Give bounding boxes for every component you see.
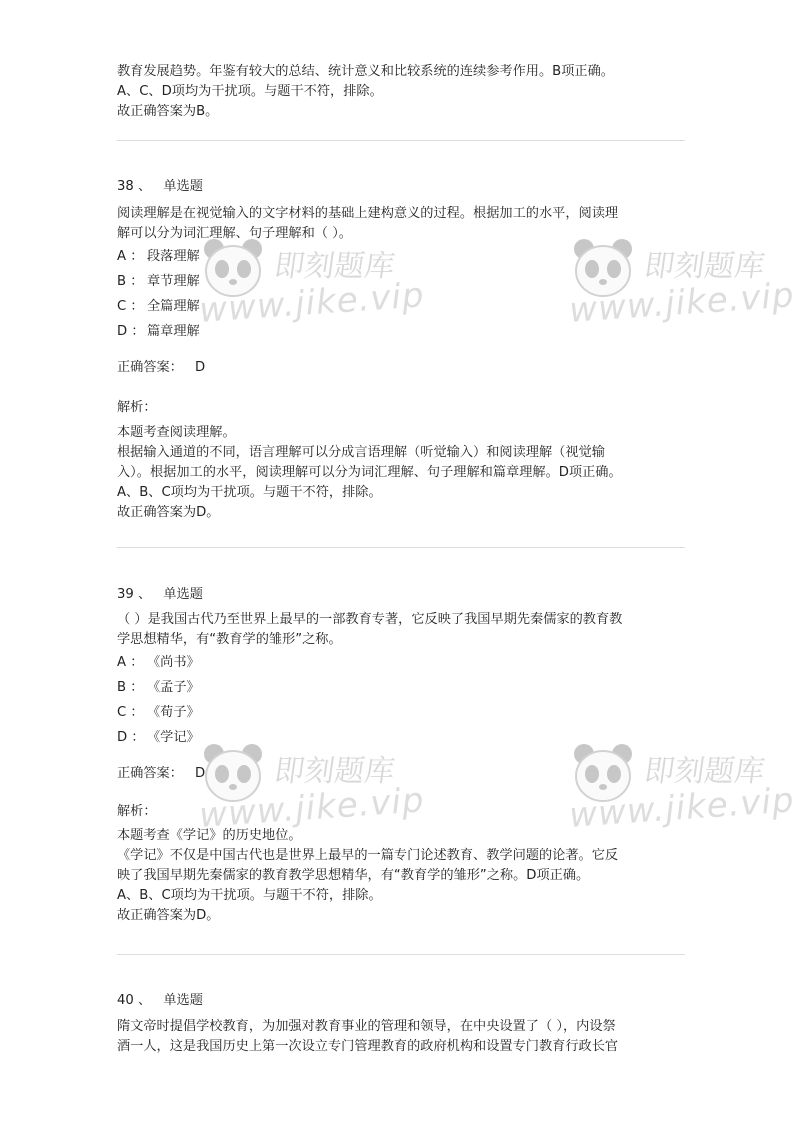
watermark-url: www.jike.vip <box>198 275 426 331</box>
option-b[interactable] <box>117 675 687 700</box>
analysis-text <box>117 423 687 523</box>
watermark-brand: 即刻题库 <box>272 249 397 284</box>
question-40 <box>117 991 687 1057</box>
option-d[interactable] <box>117 725 687 750</box>
option-b[interactable] <box>117 269 687 294</box>
option-key: A ： <box>117 249 144 264</box>
stem-line: 解可以分为词汇理解、句子理解和（ ）。 <box>117 226 352 241</box>
option-text: 章节理解 <box>147 274 200 289</box>
analysis-line: 故正确答案为D。 <box>117 908 220 923</box>
analysis-label: 解析： <box>117 400 157 415</box>
q37-explanation-tail <box>117 62 687 122</box>
stem-line: 隋文帝时提倡学校教育，为加强对教育事业的管理和领导，在中央设置了（ ），内设祭 <box>117 1019 616 1034</box>
option-key: C ： <box>117 299 144 314</box>
option-text: 《荀子》 <box>147 705 200 720</box>
analysis-line: A、B、C项均为干扰项。与题干不符，排除。 <box>117 888 382 903</box>
question-type: 单选题 <box>163 587 203 602</box>
correct-answer <box>117 358 687 378</box>
analysis-line: 故正确答案为D。 <box>117 505 220 520</box>
question-number: 39 、 <box>117 587 152 602</box>
analysis-line: A、B、C项均为干扰项。与题干不符，排除。 <box>117 485 382 500</box>
watermark-brand: 即刻题库 <box>642 249 767 284</box>
stem-line: 酒一人，这是我国历史上第一次设立专门管理教育的政府机构和设置专门教育行政长官 <box>117 1039 619 1054</box>
watermark-url: www.jike.vip <box>198 780 426 836</box>
stem-line: （ ）是我国古代乃至世界上最早的一部教育专著，它反映了我国早期先秦儒家的教育教 <box>117 612 623 627</box>
watermark-url: www.jike.vip <box>568 780 796 836</box>
question-divider <box>117 954 685 955</box>
correct-answer <box>117 764 687 784</box>
question-header <box>117 991 687 1011</box>
question-divider <box>117 140 685 141</box>
question-header <box>117 585 687 605</box>
analysis-line: 映了我国早期先秦儒家的教育教学思想精华，有“教育学的雏形”之称。D项正确。 <box>117 868 590 883</box>
question-type: 单选题 <box>163 179 203 194</box>
question-39 <box>117 585 687 926</box>
option-text: 《尚书》 <box>147 655 200 670</box>
question-stem <box>117 610 687 650</box>
question-divider <box>117 547 685 548</box>
stem-line: 学思想精华，有“教育学的雏形”之称。 <box>117 632 342 647</box>
options-list <box>117 650 687 750</box>
watermark-url: www.jike.vip <box>568 275 796 331</box>
explanation-line: 故正确答案为B。 <box>117 104 219 119</box>
watermark-brand: 即刻题库 <box>642 754 767 789</box>
option-text: 段落理解 <box>147 249 200 264</box>
answer-label: 正确答案： <box>117 360 183 375</box>
answer-value: D <box>194 766 206 781</box>
option-d[interactable] <box>117 319 687 344</box>
question-type: 单选题 <box>163 993 203 1008</box>
watermark-brand: 即刻题库 <box>272 754 397 789</box>
option-c[interactable] <box>117 294 687 319</box>
question-number: 38 、 <box>117 179 152 194</box>
option-text: 全篇理解 <box>147 299 200 314</box>
option-text: 《孟子》 <box>147 680 200 695</box>
question-stem <box>117 204 687 244</box>
option-key: A ： <box>117 655 144 670</box>
explanation-line: 教育发展趋势。年鉴有较大的总结、统计意义和比较系统的连续参考作用。B项正确。 <box>117 64 614 79</box>
question-header <box>117 177 687 197</box>
option-key: D ： <box>117 730 145 745</box>
option-c[interactable] <box>117 700 687 725</box>
explanation-line: A、C、D项均为干扰项。与题干不符，排除。 <box>117 84 383 99</box>
option-text: 《学记》 <box>147 730 200 745</box>
option-key: C ： <box>117 705 144 720</box>
stem-line: 阅读理解是在视觉输入的文字材料的基础上建构意义的过程。根据加工的水平，阅读理 <box>117 206 619 221</box>
analysis-line: 本题考查《学记》的历史地位。 <box>117 828 302 843</box>
option-key: B ： <box>117 274 144 289</box>
answer-label: 正确答案： <box>117 766 183 781</box>
question-number: 40 、 <box>117 993 152 1008</box>
analysis-line: 入）。根据加工的水平，阅读理解可以分为词汇理解、句子理解和篇章理解。D项正确。 <box>117 465 622 480</box>
question-stem <box>117 1017 687 1057</box>
analysis-text <box>117 826 687 926</box>
analysis-line: 根据输入通道的不同，语言理解可以分成言语理解（听觉输入）和阅读理解（视觉输 <box>117 445 605 460</box>
analysis-line: 本题考查阅读理解。 <box>117 425 236 440</box>
option-a[interactable] <box>117 650 687 675</box>
analysis-label: 解析： <box>117 804 157 819</box>
question-38 <box>117 177 687 523</box>
option-key: B ： <box>117 680 144 695</box>
option-a[interactable] <box>117 244 687 269</box>
answer-value: D <box>194 360 206 375</box>
option-text: 篇章理解 <box>147 324 200 339</box>
option-key: D ： <box>117 324 145 339</box>
analysis-line: 《学记》不仅是中国古代也是世界上最早的一篇专门论述教育、教学问题的论著。它反 <box>117 848 619 863</box>
options-list <box>117 244 687 344</box>
